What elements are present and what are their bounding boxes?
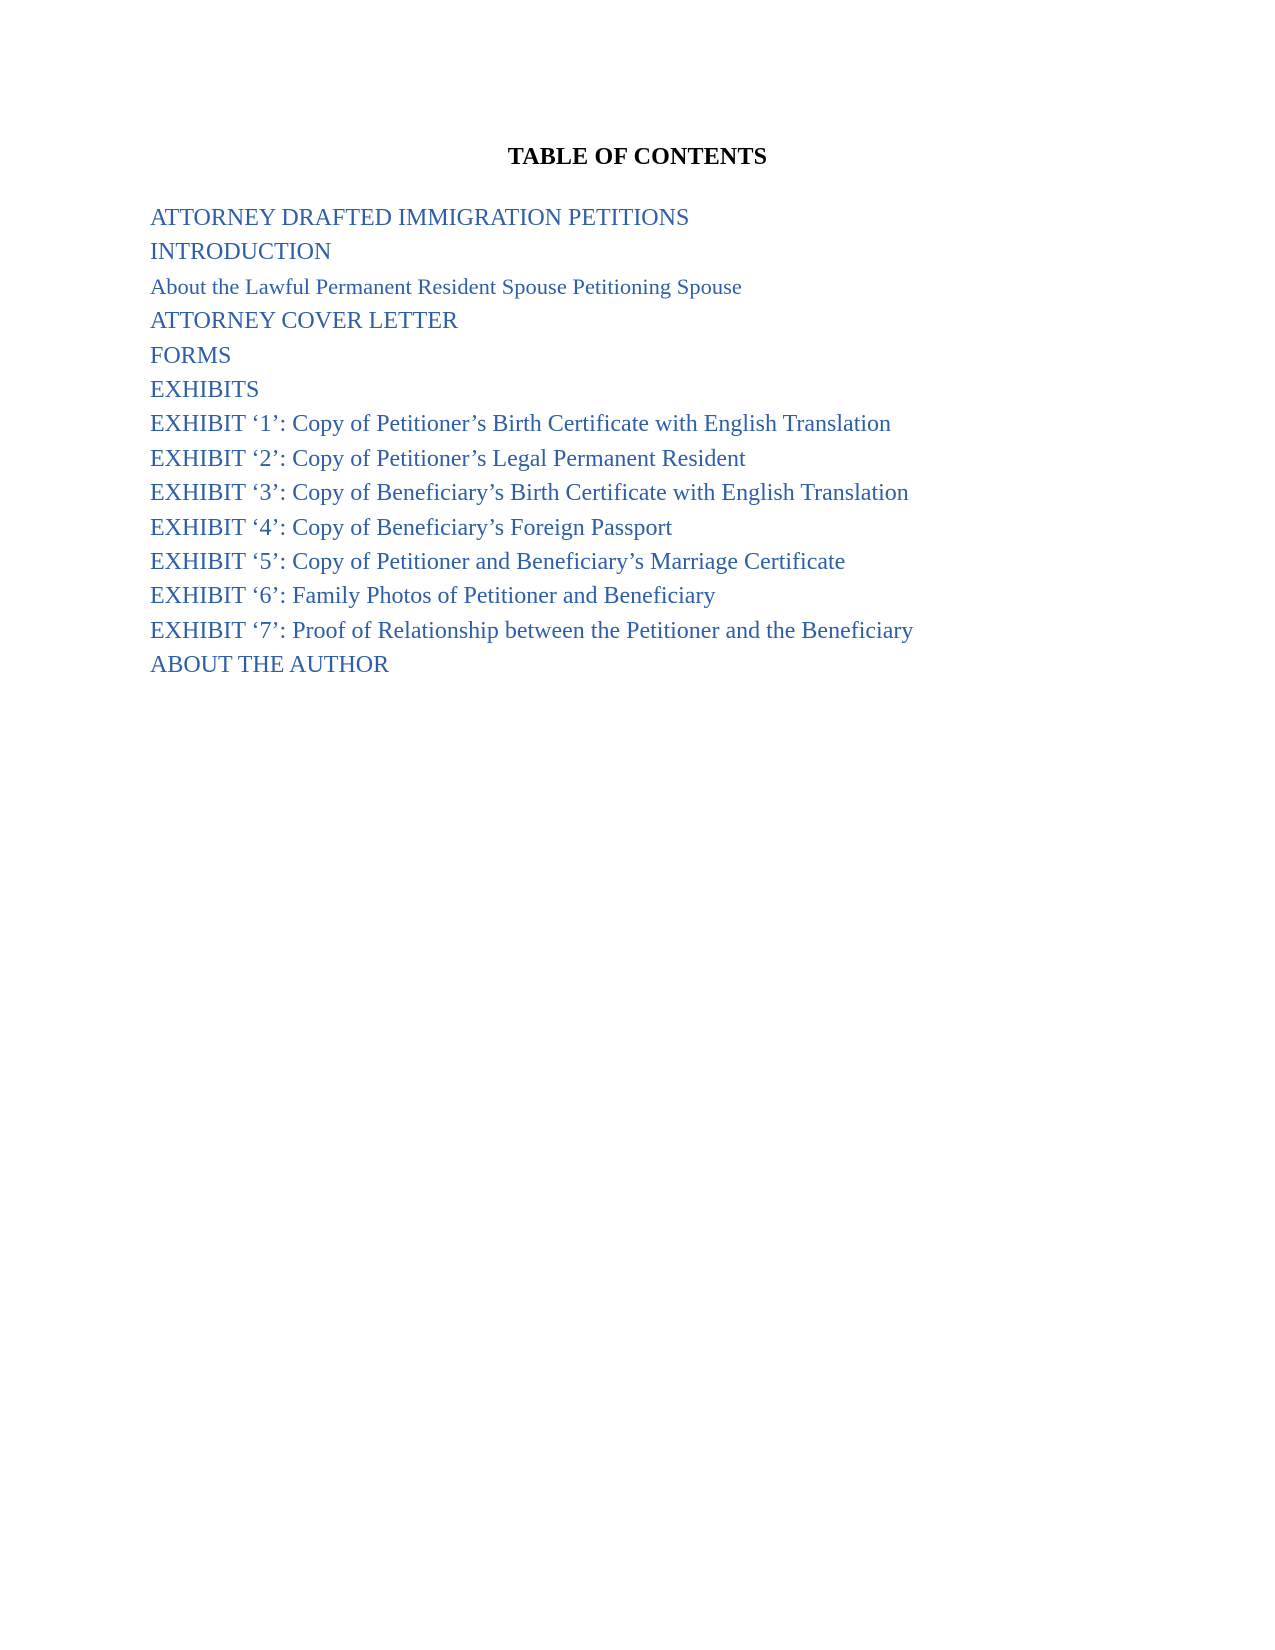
toc-link-exhibit-4[interactable]: EXHIBIT ‘4’: Copy of Beneficiary’s Foreign Passport xyxy=(150,514,673,541)
toc-entry xyxy=(150,511,913,545)
toc-link-attorney-drafted-immigration-petitions[interactable]: ATTORNEY DRAFTED IMMIGRATION PETITIONS xyxy=(150,205,690,231)
toc-link-exhibit-3[interactable]: EXHIBIT ‘3’: Copy of Beneficiary’s Birth Certificate with English Translation xyxy=(150,480,909,507)
toc-link-exhibit-7[interactable]: EXHIBIT ‘7’: Proof of Relationship between the Petitioner and the Beneficiary xyxy=(150,617,914,644)
toc-link-about-the-author[interactable]: ABOUT THE AUTHOR xyxy=(150,652,390,679)
toc-entry xyxy=(150,201,913,235)
toc-entry xyxy=(150,614,913,648)
toc-link-exhibits[interactable]: EXHIBITS xyxy=(150,376,260,403)
toc-entry xyxy=(150,442,913,476)
toc-link-introduction[interactable]: INTRODUCTION xyxy=(150,239,332,266)
toc-link-forms[interactable]: FORMS xyxy=(150,342,232,369)
toc-entry xyxy=(150,304,913,338)
toc-entry xyxy=(150,648,913,682)
toc-heading: TABLE OF CONTENTS xyxy=(507,144,768,170)
toc-entry xyxy=(150,545,913,579)
toc-list xyxy=(150,201,913,682)
toc-entry xyxy=(150,373,913,407)
toc-link-exhibit-5[interactable]: EXHIBIT ‘5’: Copy of Petitioner and Beneficiary’s Marriage Certificate xyxy=(150,548,846,575)
toc-link-attorney-cover-letter[interactable]: ATTORNEY COVER LETTER xyxy=(150,308,458,335)
toc-entry xyxy=(150,270,913,304)
toc-entry xyxy=(150,235,913,269)
toc-entry xyxy=(150,476,913,510)
toc-link-exhibit-1[interactable]: EXHIBIT ‘1’: Copy of Petitioner’s Birth Certificate with English Translation xyxy=(150,411,892,438)
toc-entry xyxy=(150,407,913,441)
toc-link-about-lawful-permanent-resident-spouse[interactable]: About the Lawful Permanent Resident Spouse Petitioning Spouse xyxy=(150,273,742,299)
toc-link-exhibit-2[interactable]: EXHIBIT ‘2’: Copy of Petitioner’s Legal Permanent Resident xyxy=(150,445,746,472)
toc-entry xyxy=(150,579,913,613)
toc-link-exhibit-6[interactable]: EXHIBIT ‘6’: Family Photos of Petitioner and Beneficiary xyxy=(150,583,716,610)
toc-entry xyxy=(150,339,913,373)
